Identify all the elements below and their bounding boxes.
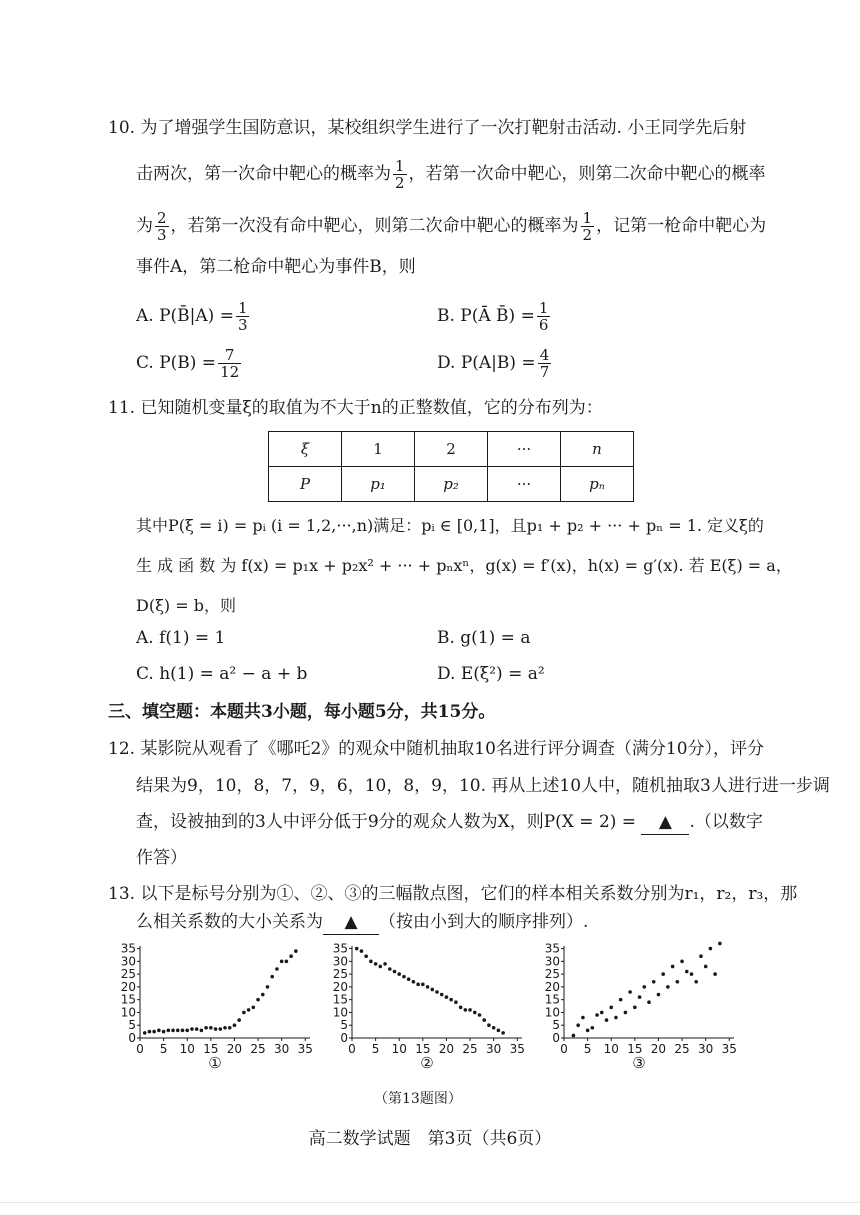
fraction-denominator: 2: [395, 174, 405, 192]
data-point: [464, 1008, 468, 1012]
data-point: [252, 1006, 256, 1010]
fraction-numerator: 1: [237, 299, 248, 317]
x-tick-label: 0: [348, 1042, 356, 1056]
data-point: [266, 985, 270, 989]
data-point: [148, 1030, 152, 1034]
data-point: [628, 990, 632, 994]
x-tick-label: 25: [462, 1042, 478, 1056]
data-point: [162, 1030, 166, 1034]
data-point: [270, 975, 274, 979]
q10-line-2: [136, 158, 766, 191]
y-tick-label: 30: [120, 954, 136, 969]
data-point: [185, 1029, 189, 1033]
q11-line-3: 生 成 函 数 为 f(x) = p₁x + p₂x² + ··· + pₙxⁿ，g(x) = f′(x)，h(x) = g′(x). 若 E(ξ) = a，: [136, 556, 792, 575]
q11-option-b: B. g(1) = a: [437, 628, 531, 648]
y-tick-label: 25: [544, 967, 560, 982]
data-point: [713, 972, 717, 976]
y-tick-label: 0: [552, 1031, 560, 1045]
option-text: C. P(B) =: [136, 353, 217, 373]
fraction-denominator: 12: [220, 363, 240, 381]
q10-option-d: [437, 347, 553, 380]
q12-line-3a: 查，设被抽到的3人中评分低于9分的观众人数为X，则P(X = 2) =: [136, 812, 637, 832]
data-point: [718, 942, 722, 946]
x-tick-label: 15: [415, 1042, 431, 1056]
data-point: [167, 1029, 171, 1033]
q11-option-a: A. f(1) = 1: [136, 628, 226, 648]
fraction-numerator: 4: [539, 346, 550, 364]
q10-line-1: 10. 为了增强学生国防意识，某校组织学生进行了一次打靶射击活动. 小王同学先后射: [108, 118, 747, 138]
data-point: [237, 1018, 241, 1022]
data-point: [624, 1011, 628, 1015]
data-point: [430, 988, 434, 992]
scatter-plot-1: [118, 938, 318, 1072]
x-tick-label: 5: [583, 1042, 592, 1056]
option-fraction: [218, 347, 241, 380]
data-point: [591, 1026, 595, 1030]
x-tick-label: 5: [371, 1042, 380, 1056]
fraction-denominator: 3: [157, 226, 167, 244]
data-point: [709, 947, 713, 951]
q13-line-2b: （按由小到大的顺序排列）.: [379, 912, 589, 932]
data-point: [605, 1018, 609, 1022]
data-point: [642, 985, 646, 989]
data-point: [690, 972, 694, 976]
x-tick-label: 30: [486, 1042, 502, 1056]
data-point: [600, 1011, 604, 1015]
data-point: [214, 1027, 218, 1031]
y-tick-label: 10: [332, 1005, 348, 1020]
data-point: [487, 1023, 491, 1027]
y-tick-label: 20: [120, 979, 136, 994]
data-point: [497, 1029, 501, 1033]
option-text: B. P(Ā B̄) =: [437, 306, 535, 326]
table-row: [269, 432, 634, 467]
scatter-plot-2: [330, 938, 530, 1072]
data-point: [492, 1026, 496, 1030]
data-point: [445, 995, 449, 999]
data-point: [435, 990, 439, 994]
q13-line-1: 13. 以下是标号分别为①、②、③的三幅散点图，它们的样本相关系数分别为r₁，r₂，r₃，那: [108, 884, 798, 904]
x-tick-label: 10: [391, 1042, 407, 1056]
data-point: [482, 1018, 486, 1022]
plot-label: ①: [208, 1054, 222, 1072]
y-tick-label: 5: [340, 1018, 348, 1033]
y-tick-label: 5: [128, 1018, 136, 1033]
table-cell: ···: [488, 467, 561, 502]
data-point: [619, 998, 623, 1002]
data-point: [449, 998, 453, 1002]
data-point: [426, 985, 430, 989]
q12-line-3b: .（以数字: [689, 812, 763, 832]
page-footer: 高二数学试题 第3页（共6页）: [308, 1129, 552, 1149]
data-point: [143, 1031, 147, 1035]
y-tick-label: 35: [120, 941, 136, 956]
fraction-denominator: 7: [539, 363, 550, 381]
fraction-denominator: 2: [582, 226, 593, 244]
data-point: [190, 1027, 194, 1031]
data-point: [661, 972, 665, 976]
table-cell: P: [269, 467, 342, 502]
data-point: [666, 985, 670, 989]
answer-blank[interactable]: ▲: [323, 910, 379, 935]
data-point: [694, 980, 698, 984]
x-tick-label: 20: [226, 1042, 243, 1056]
x-tick-label: 30: [698, 1042, 714, 1056]
data-point: [609, 1006, 613, 1010]
data-point: [638, 995, 642, 999]
table-cell: 1: [342, 432, 415, 467]
y-tick-label: 10: [544, 1005, 560, 1020]
q12-line-4: 作答）: [136, 848, 187, 868]
x-tick-label: 10: [179, 1042, 195, 1056]
data-point: [379, 965, 383, 969]
data-point: [280, 960, 284, 964]
data-point: [223, 1026, 227, 1030]
q10-line-4: 事件A，第二枪命中靶心为事件B，则: [136, 257, 416, 277]
data-point: [195, 1027, 199, 1031]
data-point: [676, 980, 680, 984]
distribution-table: [268, 431, 634, 502]
fraction-numerator: 7: [218, 347, 241, 364]
x-tick-label: 35: [721, 1042, 737, 1056]
data-point: [680, 960, 684, 964]
q10-line-3b: ，若第一次没有命中靶心，则第二次命中靶心的概率为: [170, 216, 579, 236]
data-point: [256, 998, 260, 1002]
data-point: [704, 965, 708, 969]
table-cell: ···: [488, 432, 561, 467]
x-tick-label: 25: [250, 1042, 266, 1056]
data-point: [152, 1030, 156, 1034]
data-point: [459, 1006, 463, 1010]
data-point: [633, 1006, 637, 1010]
data-point: [388, 967, 392, 971]
x-tick-label: 10: [603, 1042, 619, 1056]
option-text: A. P(B̄|A) =: [136, 306, 234, 326]
q10-line-3a: 为: [136, 216, 153, 236]
q10-option-a: [136, 300, 251, 333]
fraction-numerator: 1: [538, 299, 549, 317]
data-point: [416, 983, 420, 987]
data-point: [454, 1000, 458, 1004]
data-point: [200, 1029, 204, 1033]
q11-option-c: C. h(1) = a² − a + b: [136, 664, 308, 684]
data-point: [412, 980, 416, 984]
y-tick-label: 25: [332, 967, 348, 982]
data-point: [671, 965, 675, 969]
q12-line-2: 结果为9，10，8，7，9，6，10，8，9，10. 再从上述10人中，随机抽取3人进行进一步调: [136, 776, 830, 796]
q10-line-3: [136, 210, 766, 243]
table-cell: p₂: [415, 467, 488, 502]
table-cell: p₁: [342, 467, 415, 502]
data-point: [572, 1034, 576, 1038]
section-heading-fill-in: 三、填空题：本题共3小题，每小题5分，共15分。: [108, 702, 496, 722]
table-row: [269, 467, 634, 502]
data-point: [501, 1031, 505, 1035]
option-text: D. P(A|B) =: [437, 353, 536, 373]
y-tick-label: 0: [128, 1031, 136, 1045]
q11-line-1: 11. 已知随机变量ξ的取值为不大于n的正整数值，它的分布列为：: [108, 398, 603, 418]
y-tick-label: 10: [120, 1005, 136, 1020]
fraction-denominator: 3: [237, 316, 248, 334]
x-tick-label: 35: [297, 1042, 313, 1056]
data-point: [595, 1013, 599, 1017]
data-point: [247, 1008, 251, 1012]
table-cell: pₙ: [561, 467, 634, 502]
data-point: [242, 1011, 246, 1015]
data-point: [478, 1013, 482, 1017]
data-point: [383, 962, 387, 966]
data-point: [397, 972, 401, 976]
x-tick-label: 25: [674, 1042, 690, 1056]
fraction-two-thirds: [155, 210, 169, 243]
x-tick-label: 15: [627, 1042, 643, 1056]
data-point: [176, 1029, 180, 1033]
data-point: [468, 1008, 472, 1012]
data-point: [440, 993, 444, 997]
data-point: [699, 954, 703, 958]
data-point: [614, 1016, 618, 1020]
y-tick-label: 15: [120, 992, 136, 1007]
x-tick-label: 35: [509, 1042, 525, 1056]
data-point: [261, 993, 265, 997]
answer-blank[interactable]: ▲: [641, 810, 689, 835]
data-point: [364, 954, 368, 958]
y-tick-label: 15: [332, 992, 348, 1007]
y-tick-label: 35: [332, 941, 348, 956]
data-point: [407, 977, 411, 981]
table-cell: n: [561, 432, 634, 467]
data-point: [421, 983, 425, 987]
y-tick-label: 20: [544, 979, 560, 994]
data-point: [355, 947, 359, 951]
data-point: [233, 1023, 237, 1027]
data-point: [218, 1027, 222, 1031]
x-tick-label: 0: [136, 1042, 144, 1056]
fraction-numerator: 1: [395, 157, 405, 175]
table-cell: 2: [415, 432, 488, 467]
x-tick-label: 20: [650, 1042, 667, 1056]
y-tick-label: 20: [332, 979, 348, 994]
data-point: [275, 967, 279, 971]
data-point: [157, 1029, 161, 1033]
data-point: [647, 1000, 651, 1004]
q10-line-2b: ，若第一次命中靶心，则第二次命中靶心的概率: [408, 164, 766, 184]
data-point: [294, 949, 298, 953]
data-point: [652, 980, 656, 984]
y-tick-label: 0: [340, 1031, 348, 1045]
data-point: [369, 960, 373, 964]
data-point: [586, 1029, 590, 1033]
y-tick-label: 30: [332, 954, 348, 969]
y-tick-label: 5: [552, 1018, 560, 1033]
q13-line-2a: 么相关系数的大小关系为: [136, 912, 323, 932]
scatter-plot-3: [542, 938, 742, 1072]
data-point: [685, 970, 689, 974]
y-tick-label: 30: [544, 954, 560, 969]
option-fraction: [537, 300, 551, 333]
data-point: [402, 975, 406, 979]
data-point: [581, 1016, 585, 1020]
fraction-one-half: [393, 158, 407, 191]
data-point: [228, 1026, 232, 1030]
data-point: [171, 1029, 175, 1033]
y-tick-label: 35: [544, 941, 560, 956]
x-tick-label: 20: [438, 1042, 455, 1056]
option-fraction: [538, 347, 552, 380]
table-cell: ξ: [269, 432, 342, 467]
q11-option-d: D. E(ξ²) = a²: [437, 664, 545, 684]
q11-line-4: D(ξ) = b，则: [136, 596, 236, 615]
q10-option-c: [136, 347, 243, 380]
x-tick-label: 5: [159, 1042, 168, 1056]
q10-line-2a: 击两次，第一次命中靶心的概率为: [136, 164, 391, 184]
data-point: [289, 954, 293, 958]
q10-option-b: [437, 300, 552, 333]
x-tick-label: 15: [203, 1042, 219, 1056]
q13-line-2: [136, 910, 588, 935]
option-fraction: [236, 300, 250, 333]
plot-label: ③: [632, 1054, 646, 1072]
x-tick-label: 30: [274, 1042, 290, 1056]
fraction-denominator: 6: [538, 316, 549, 334]
fraction-numerator: 1: [582, 209, 593, 227]
data-point: [181, 1029, 185, 1033]
data-point: [204, 1026, 208, 1030]
data-point: [374, 962, 378, 966]
data-point: [209, 1026, 213, 1030]
data-point: [393, 970, 397, 974]
data-point: [473, 1011, 477, 1015]
figure-caption: （第13题图）: [374, 1091, 462, 1107]
data-point: [360, 949, 364, 953]
q11-line-2: 其中P(ξ = i) = pᵢ (i = 1,2,···,n)满足：pᵢ ∈ [0,1]，且p₁ + p₂ + ··· + pₙ = 1. 定义ξ的: [136, 516, 764, 535]
q12-line-1: 12. 某影院从观看了《哪吒2》的观众中随机抽取10名进行评分调查（满分10分），评分: [108, 739, 765, 759]
q10-line-3c: ，记第一枪命中靶心为: [596, 216, 767, 236]
x-tick-label: 0: [560, 1042, 568, 1056]
fraction-one-half-2: [581, 210, 595, 243]
y-tick-label: 25: [120, 967, 136, 982]
data-point: [285, 960, 289, 964]
data-point: [657, 993, 661, 997]
data-point: [576, 1023, 580, 1027]
q12-line-3: [136, 810, 763, 835]
page-divider: [0, 1202, 860, 1203]
plot-label: ②: [420, 1054, 434, 1072]
y-tick-label: 15: [544, 992, 560, 1007]
fraction-numerator: 2: [157, 209, 167, 227]
